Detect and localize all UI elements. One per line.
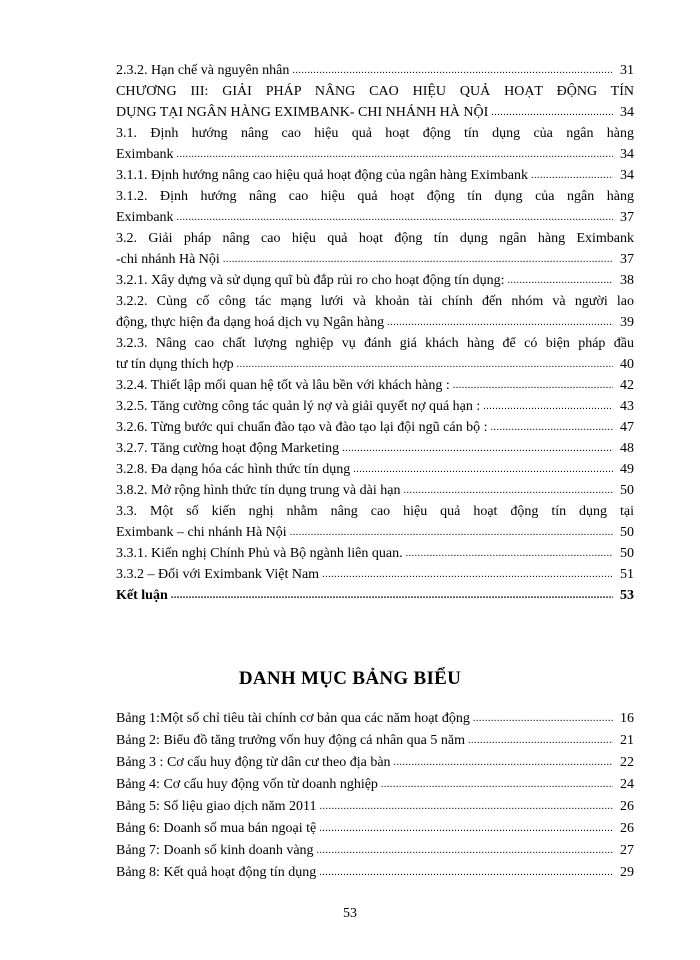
toc-entry-page: 34 (620, 105, 634, 120)
table-page: 24 (620, 777, 634, 792)
toc-entry-page: 50 (620, 483, 634, 498)
toc-entry-text: 3.2.2. Củng cố công tác mạng lưới và khoản tài chính đến nhóm và người lao (116, 294, 634, 309)
toc-entry[interactable] (116, 60, 634, 81)
toc-entry-text: 3.1. Định hướng nâng cao hiệu quả hoạt động tín dụng của ngân hàng (116, 126, 634, 141)
table-caption: Cơ cấu huy động vốn từ doanh nghiệp (163, 777, 378, 792)
toc-entry-page: 48 (620, 441, 634, 456)
toc-entry[interactable] (116, 501, 634, 543)
toc-entry-page: 31 (620, 63, 634, 78)
toc-entry-text: 3.3. Một số kiến nghị nhằm nâng cao hiệu quả hoạt động tín dụng tại (116, 504, 634, 519)
toc-entry-text: 3.1.1. Định hướng nâng cao hiệu quả hoạt động của ngân hàng Eximbank (116, 168, 528, 183)
toc-entry-page: 40 (620, 357, 634, 372)
toc-entry-page: 37 (620, 210, 634, 225)
toc-entry[interactable] (116, 123, 634, 165)
toc-entry[interactable] (116, 270, 634, 291)
table-page: 21 (620, 733, 634, 748)
toc-entry-conclusion[interactable] (116, 585, 634, 606)
table-caption: Doanh số kinh doanh vàng (163, 843, 314, 858)
toc-entry-text: Eximbank (116, 210, 174, 225)
toc-entry-page: 50 (620, 546, 634, 561)
toc-entry-text: 3.2.5. Tăng cường công tác quản lý nợ và giải quyết nợ quá hạn : (116, 399, 481, 414)
toc-entry[interactable] (116, 417, 634, 438)
toc-entry-page: 43 (620, 399, 634, 414)
toc-entry-text: 3.2.4. Thiết lập mối quan hệ tốt và lâu bền với khách hàng : (116, 378, 450, 393)
table-page: 22 (620, 755, 634, 770)
toc-entry[interactable] (116, 291, 634, 333)
toc-entry-text: Kết luận (116, 588, 168, 603)
table-caption: Số liệu giao dịch năm 2011 (163, 799, 317, 814)
toc-entry-text: CHƯƠNG III: GIẢI PHÁP NÂNG CAO HIỆU QUẢ HOẠT ĐỘNG TÍN (116, 84, 634, 99)
table-list-item[interactable] (116, 774, 634, 796)
table-list-item[interactable] (116, 730, 634, 752)
toc-entry-text: 3.3.2 – Đối với Eximbank Việt Nam (116, 567, 320, 582)
toc-entry[interactable] (116, 438, 634, 459)
table-list-item[interactable] (116, 862, 634, 884)
toc-entry[interactable] (116, 186, 634, 228)
toc-entry-page: 50 (620, 525, 634, 540)
table-caption: Cơ cấu huy động từ dân cư theo địa bàn (166, 755, 391, 770)
table-list-item[interactable] (116, 818, 634, 840)
page-number: 53 (343, 906, 357, 921)
table-page: 16 (620, 711, 634, 726)
toc-entry[interactable] (116, 543, 634, 564)
toc-entry[interactable] (116, 375, 634, 396)
toc-entry-text: -chi nhánh Hà Nội (116, 252, 220, 267)
toc-chapter-entry[interactable] (116, 81, 634, 123)
toc-entry-page: 49 (620, 462, 634, 477)
toc-entry-page: 38 (620, 273, 634, 288)
table-label: Bảng 5: (116, 799, 160, 814)
toc-entry-text: 3.2.8. Đa dạng hóa các hình thức tín dụng (116, 462, 351, 477)
toc-entry-page: 51 (620, 567, 634, 582)
toc-entry-page: 53 (620, 588, 634, 603)
table-label: Bảng 7: (116, 843, 160, 858)
toc-entry[interactable] (116, 333, 634, 375)
table-label: Bảng 4: (116, 777, 160, 792)
toc-entry-text: 3.2.1. Xây dựng và sử dụng quĩ bù đắp rủi ro cho hoạt động tín dụng: (116, 273, 505, 288)
toc-entry-text: Eximbank – chi nhánh Hà Nội (116, 525, 287, 540)
toc-entry-text: 3.2.7. Tăng cường hoạt động Marketing (116, 441, 340, 456)
toc-entry[interactable] (116, 228, 634, 270)
toc-entry-page: 47 (620, 420, 634, 435)
table-label: Bảng 3 : (116, 755, 164, 770)
list-of-tables (116, 708, 634, 884)
table-label: Bảng 2: (116, 733, 160, 748)
table-list-item[interactable] (116, 752, 634, 774)
table-label: Bảng 8: (116, 865, 160, 880)
table-list-item[interactable] (116, 840, 634, 862)
table-caption: Một số chỉ tiêu tài chính cơ bản qua các năm hoạt động (159, 711, 470, 726)
toc-entry[interactable] (116, 396, 634, 417)
toc-entry[interactable] (116, 564, 634, 585)
toc-entry-text: 3.1.2. Định hướng nâng cao hiệu quả hoạt động tín dụng của ngân hàng (116, 189, 634, 204)
table-caption: Doanh số mua bán ngoại tệ (163, 821, 317, 836)
table-caption: Kết quả hoạt động tín dụng (163, 865, 317, 880)
table-page: 26 (620, 799, 634, 814)
toc-entry-page: 34 (620, 168, 634, 183)
table-list-item[interactable] (116, 796, 634, 818)
table-list-item[interactable] (116, 708, 634, 730)
toc-entry-text: DỤNG TẠI NGÂN HÀNG EXIMBANK- CHI NHÁNH HÀ NỘI (116, 105, 489, 120)
toc-entry-text: 3.8.2. Mở rộng hình thức tín dụng trung và dài hạn (116, 483, 401, 498)
toc-entry[interactable] (116, 459, 634, 480)
toc-entry-page: 34 (620, 147, 634, 162)
toc-entry[interactable] (116, 165, 634, 186)
toc-entry-text: 2.3.2. Hạn chế và nguyên nhân (116, 63, 290, 78)
toc-entry-text: 3.3.1. Kiến nghị Chính Phủ và Bộ ngành liên quan. (116, 546, 403, 561)
toc-entry-text: 3.2.3. Nâng cao chất lượng nghiệp vụ đánh giá khách hàng để có biện pháp đầu (116, 336, 634, 351)
table-page: 26 (620, 821, 634, 836)
list-of-tables-title: DANH MỤC BẢNG BIỂU (238, 668, 462, 689)
toc-entry-page: 37 (620, 252, 634, 267)
table-page: 27 (620, 843, 634, 858)
table-label: Bảng 1: (116, 711, 160, 726)
toc-entry-text: Eximbank (116, 147, 174, 162)
table-caption: Biểu đồ tăng trưởng vốn huy động cá nhân qua 5 năm (163, 733, 465, 748)
table-label: Bảng 6: (116, 821, 160, 836)
toc-entry-page: 42 (620, 378, 634, 393)
table-page: 29 (620, 865, 634, 880)
toc-entry-text: 3.2.6. Từng bước qui chuẩn đào tạo và đào tạo lại đội ngũ cán bộ : (116, 420, 488, 435)
toc-entry-page: 39 (620, 315, 634, 330)
toc-entry-text: tư tín dụng thích hợp (116, 357, 234, 372)
toc-entry-text: động, thực hiện đa dạng hoá dịch vụ Ngân hàng (116, 315, 385, 330)
table-of-contents (116, 60, 634, 606)
toc-entry-text: 3.2. Giải pháp nâng cao hiệu quả hoạt động tín dụng ngân hàng Eximbank (116, 231, 634, 246)
toc-entry[interactable] (116, 480, 634, 501)
